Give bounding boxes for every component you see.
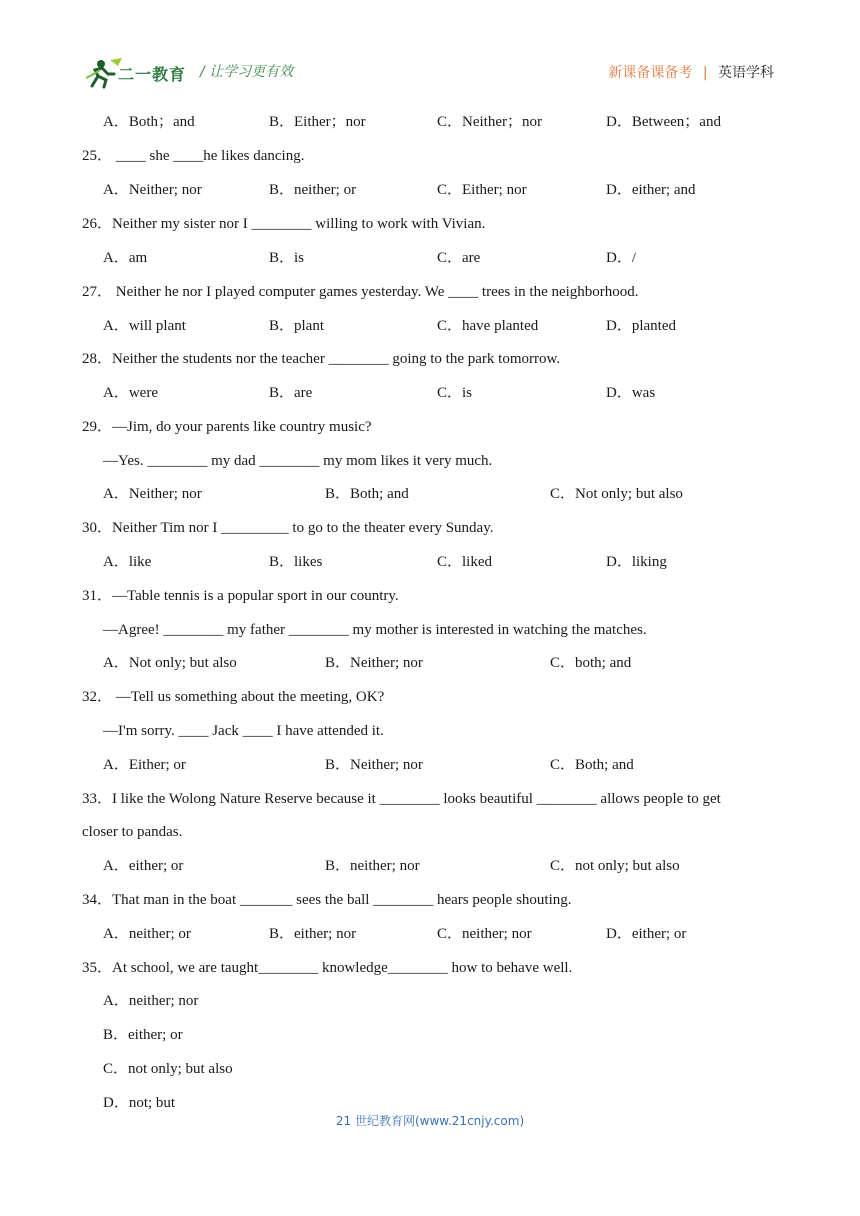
answer-option: A．will plant	[103, 318, 186, 334]
answer-option: C．not only; but also	[103, 1061, 233, 1077]
question-text: 32． —Tell us something about the meeting, OK?	[82, 689, 385, 705]
answer-option: B．are	[269, 385, 313, 401]
answer-option: A．neither; nor	[103, 993, 199, 1009]
answer-option: A．were	[103, 385, 158, 401]
answer-option: C．are	[437, 250, 481, 266]
answer-option: A．Not only; but also	[103, 655, 237, 671]
header-separator: |	[702, 65, 708, 81]
answer-option: A．Both；and	[103, 114, 195, 130]
answer-option: C．liked	[437, 554, 492, 570]
answer-option: C．neither; nor	[437, 926, 532, 942]
question-text: 30．Neither Tim nor I _________ to go to the theater every Sunday.	[82, 520, 494, 536]
answer-option: C．Both; and	[550, 757, 634, 773]
question-text: 35．At school, we are taught________ knowledge________ how to behave well.	[82, 960, 573, 976]
question-text: 34．That man in the boat _______ sees the ball ________ hears people shouting.	[82, 892, 572, 908]
slogan: / 让学习更有效	[200, 64, 294, 80]
answer-option: C．both; and	[550, 655, 632, 671]
question-text: 29．—Jim, do your parents like country music?	[82, 419, 372, 435]
answer-option: B．neither; or	[269, 182, 357, 198]
answer-option: B．either; or	[103, 1027, 183, 1043]
answer-option: A．like	[103, 554, 152, 570]
question-text: 25． ____ she ____he likes dancing.	[82, 148, 305, 164]
answer-option: B．plant	[269, 318, 324, 334]
answer-option: C．not only; but also	[550, 858, 680, 874]
answer-option: C．is	[437, 385, 473, 401]
page-footer: 21 世纪教育网(www.21cnjy.com)	[335, 1114, 525, 1128]
answer-option: A．Neither; nor	[103, 486, 202, 502]
answer-option: D．either; or	[606, 926, 687, 942]
question-text: 33．I like the Wolong Nature Reserve because it ________ looks beautiful ________ allows people to get	[82, 791, 721, 807]
question-text: —Yes. ________ my dad ________ my mom likes it very much.	[103, 453, 493, 469]
answer-option: B．Neither; nor	[325, 655, 423, 671]
page-header	[0, 0, 860, 95]
answer-option: D．liking	[606, 554, 667, 570]
question-text: —I'm sorry. ____ Jack ____ I have attended it.	[103, 723, 384, 739]
answer-option: D．planted	[606, 318, 676, 334]
answer-option: B．Neither; nor	[325, 757, 423, 773]
answer-option: B．Either；nor	[269, 114, 366, 130]
question-text: 28．Neither the students nor the teacher ________ going to the park tomorrow.	[82, 351, 561, 367]
question-text: —Agree! ________ my father ________ my mother is interested in watching the matches.	[103, 622, 647, 638]
question-text: 31．—Table tennis is a popular sport in our country.	[82, 588, 399, 604]
answer-option: C．Neither；nor	[437, 114, 542, 130]
answer-option: B．is	[269, 250, 305, 266]
answer-option: C．have planted	[437, 318, 539, 334]
question-text: closer to pandas.	[82, 824, 183, 840]
answer-option: C．Either; nor	[437, 182, 527, 198]
header-right	[608, 62, 774, 82]
answer-option: C．Not only; but also	[550, 486, 683, 502]
header-course-label: 新课备课备考	[608, 65, 693, 81]
logo-text: 二一教育	[118, 65, 187, 84]
answer-option: D．/	[606, 250, 637, 266]
answer-option: B．either; nor	[269, 926, 357, 942]
header-subject-label: 英语学科	[718, 65, 774, 81]
answer-option: B．Both; and	[325, 486, 409, 502]
answer-option: D．not; but	[103, 1095, 176, 1111]
answer-option: A．either; or	[103, 858, 184, 874]
answer-option: D．was	[606, 385, 656, 401]
answer-option: D．Between；and	[606, 114, 721, 130]
answer-option: A．am	[103, 250, 148, 266]
question-text: 27． Neither he nor I played computer games yesterday. We ____ trees in the neighborhood.	[82, 284, 639, 300]
answer-option: A．Neither; nor	[103, 182, 202, 198]
answer-option: B．neither; nor	[325, 858, 420, 874]
answer-option: D．either; and	[606, 182, 696, 198]
answer-option: A．Either; or	[103, 757, 186, 773]
answer-option: B．likes	[269, 554, 323, 570]
answer-option: A．neither; or	[103, 926, 191, 942]
question-text: 26．Neither my sister nor I ________ willing to work with Vivian.	[82, 216, 486, 232]
